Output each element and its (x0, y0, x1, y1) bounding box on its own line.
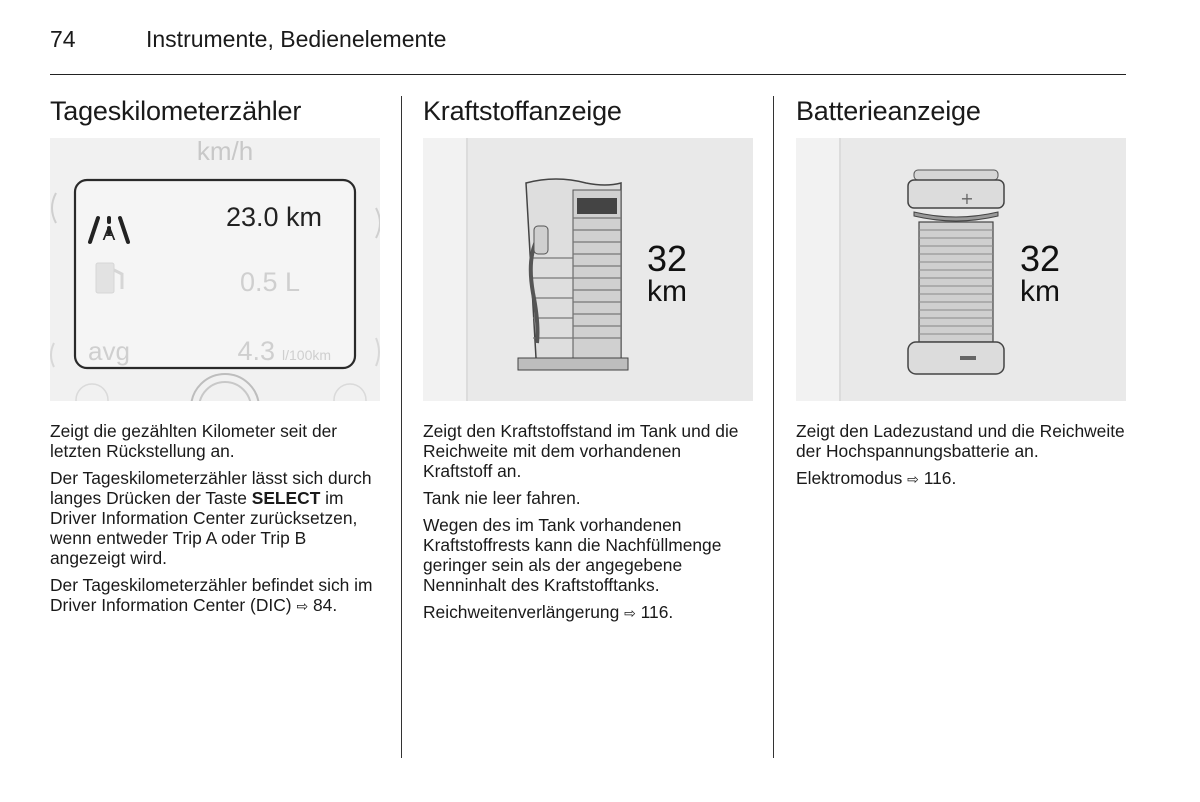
page-reference-arrow-icon: ⇨ (296, 599, 309, 615)
heading-fuel-gauge: Kraftstoffanzeige (423, 96, 622, 126)
page-header (50, 26, 446, 53)
fuel-range-value: 32 (646, 238, 688, 279)
figure-trip-odometer (50, 138, 380, 401)
column-fuel-gauge (423, 96, 753, 631)
trip-distance-value: 23.0 km (225, 202, 322, 232)
avg-value: 4.3 (237, 336, 275, 366)
minus-icon (960, 356, 976, 360)
page-reference[interactable]: 116. (640, 602, 674, 622)
column-battery-gauge (796, 96, 1126, 497)
page-reference-arrow-icon: ⇨ (624, 606, 636, 622)
column-divider-2 (773, 96, 774, 758)
fuel-pump-icon (518, 179, 628, 370)
figure-fuel-gauge (423, 138, 753, 401)
paragraph-text: Der Tageskilometerzähler lässt sich durch langes Drücken der Taste (50, 468, 372, 508)
paragraph (796, 468, 1126, 490)
paragraph: Zeigt die gezählten Kilometer seit der letzten Rückstellung an. (50, 421, 338, 461)
paragraph: Tank nie leer fahren. (423, 488, 581, 508)
paragraph: Zeigt den Kraftstoffstand im Tank und die Reichweite mit dem vorhandenen Kraftstoff an. (423, 421, 739, 481)
battery-range-value: 32 (1019, 238, 1061, 279)
paragraph: Wegen des im Tank vorhandenen Kraftstoffrests kann die Nachfüllmenge geringer sein als der angegebene Nenninhalt des Kraftstofftanks. (423, 515, 722, 595)
body-text-battery-gauge (796, 421, 1126, 490)
column-divider-1 (401, 96, 402, 758)
plus-icon: + (960, 189, 974, 208)
paragraph-text: Reichweitenverlängerung (423, 602, 625, 622)
select-key-label: SELECT (251, 488, 321, 508)
paragraph-text: Elektromodus (796, 468, 908, 488)
paragraph (50, 468, 380, 568)
battery-range-unit: km (1020, 275, 1060, 308)
page-reference-arrow-icon: ⇨ (907, 472, 919, 488)
figure-battery-gauge (796, 138, 1126, 401)
page-reference[interactable]: 116. (923, 468, 957, 488)
avg-label: avg (88, 336, 130, 366)
paragraph-text: im Driver Information Center zurücksetzen, wenn entweder Trip A oder Trip B angezeigt wird. (50, 488, 358, 568)
paragraph-text: Der Tageskilometerzähler befindet sich im Driver Information Center (DIC) (50, 575, 373, 615)
heading-trip-odometer: Tageskilometerzähler (50, 96, 302, 126)
page-number: 74 (50, 26, 76, 52)
paragraph: Zeigt den Ladezustand und die Reichweite der Hochspannungsbatterie an. (796, 421, 1125, 461)
battery-gauge-illustration (796, 138, 1126, 401)
body-text-fuel-gauge (423, 421, 753, 624)
avg-unit: l/100km (282, 347, 332, 363)
page-reference[interactable]: 84. (313, 595, 338, 615)
body-text-trip-odometer (50, 421, 380, 617)
section-title: Instrumente, Bedienelemente (146, 26, 447, 52)
heading-battery-gauge: Batterieanzeige (796, 96, 981, 126)
fuel-range-unit: km (647, 275, 687, 308)
paragraph (50, 575, 380, 617)
trip-display-illustration (50, 138, 380, 401)
column-trip-odometer (50, 96, 380, 624)
speed-unit-label: km/h (196, 138, 254, 166)
paragraph (423, 602, 753, 624)
trip-letter: A (102, 224, 116, 245)
battery-icon (908, 170, 1004, 374)
fuel-used-value: 0.5 L (239, 267, 300, 297)
header-rule (50, 74, 1126, 75)
fuel-gauge-illustration (423, 138, 753, 401)
